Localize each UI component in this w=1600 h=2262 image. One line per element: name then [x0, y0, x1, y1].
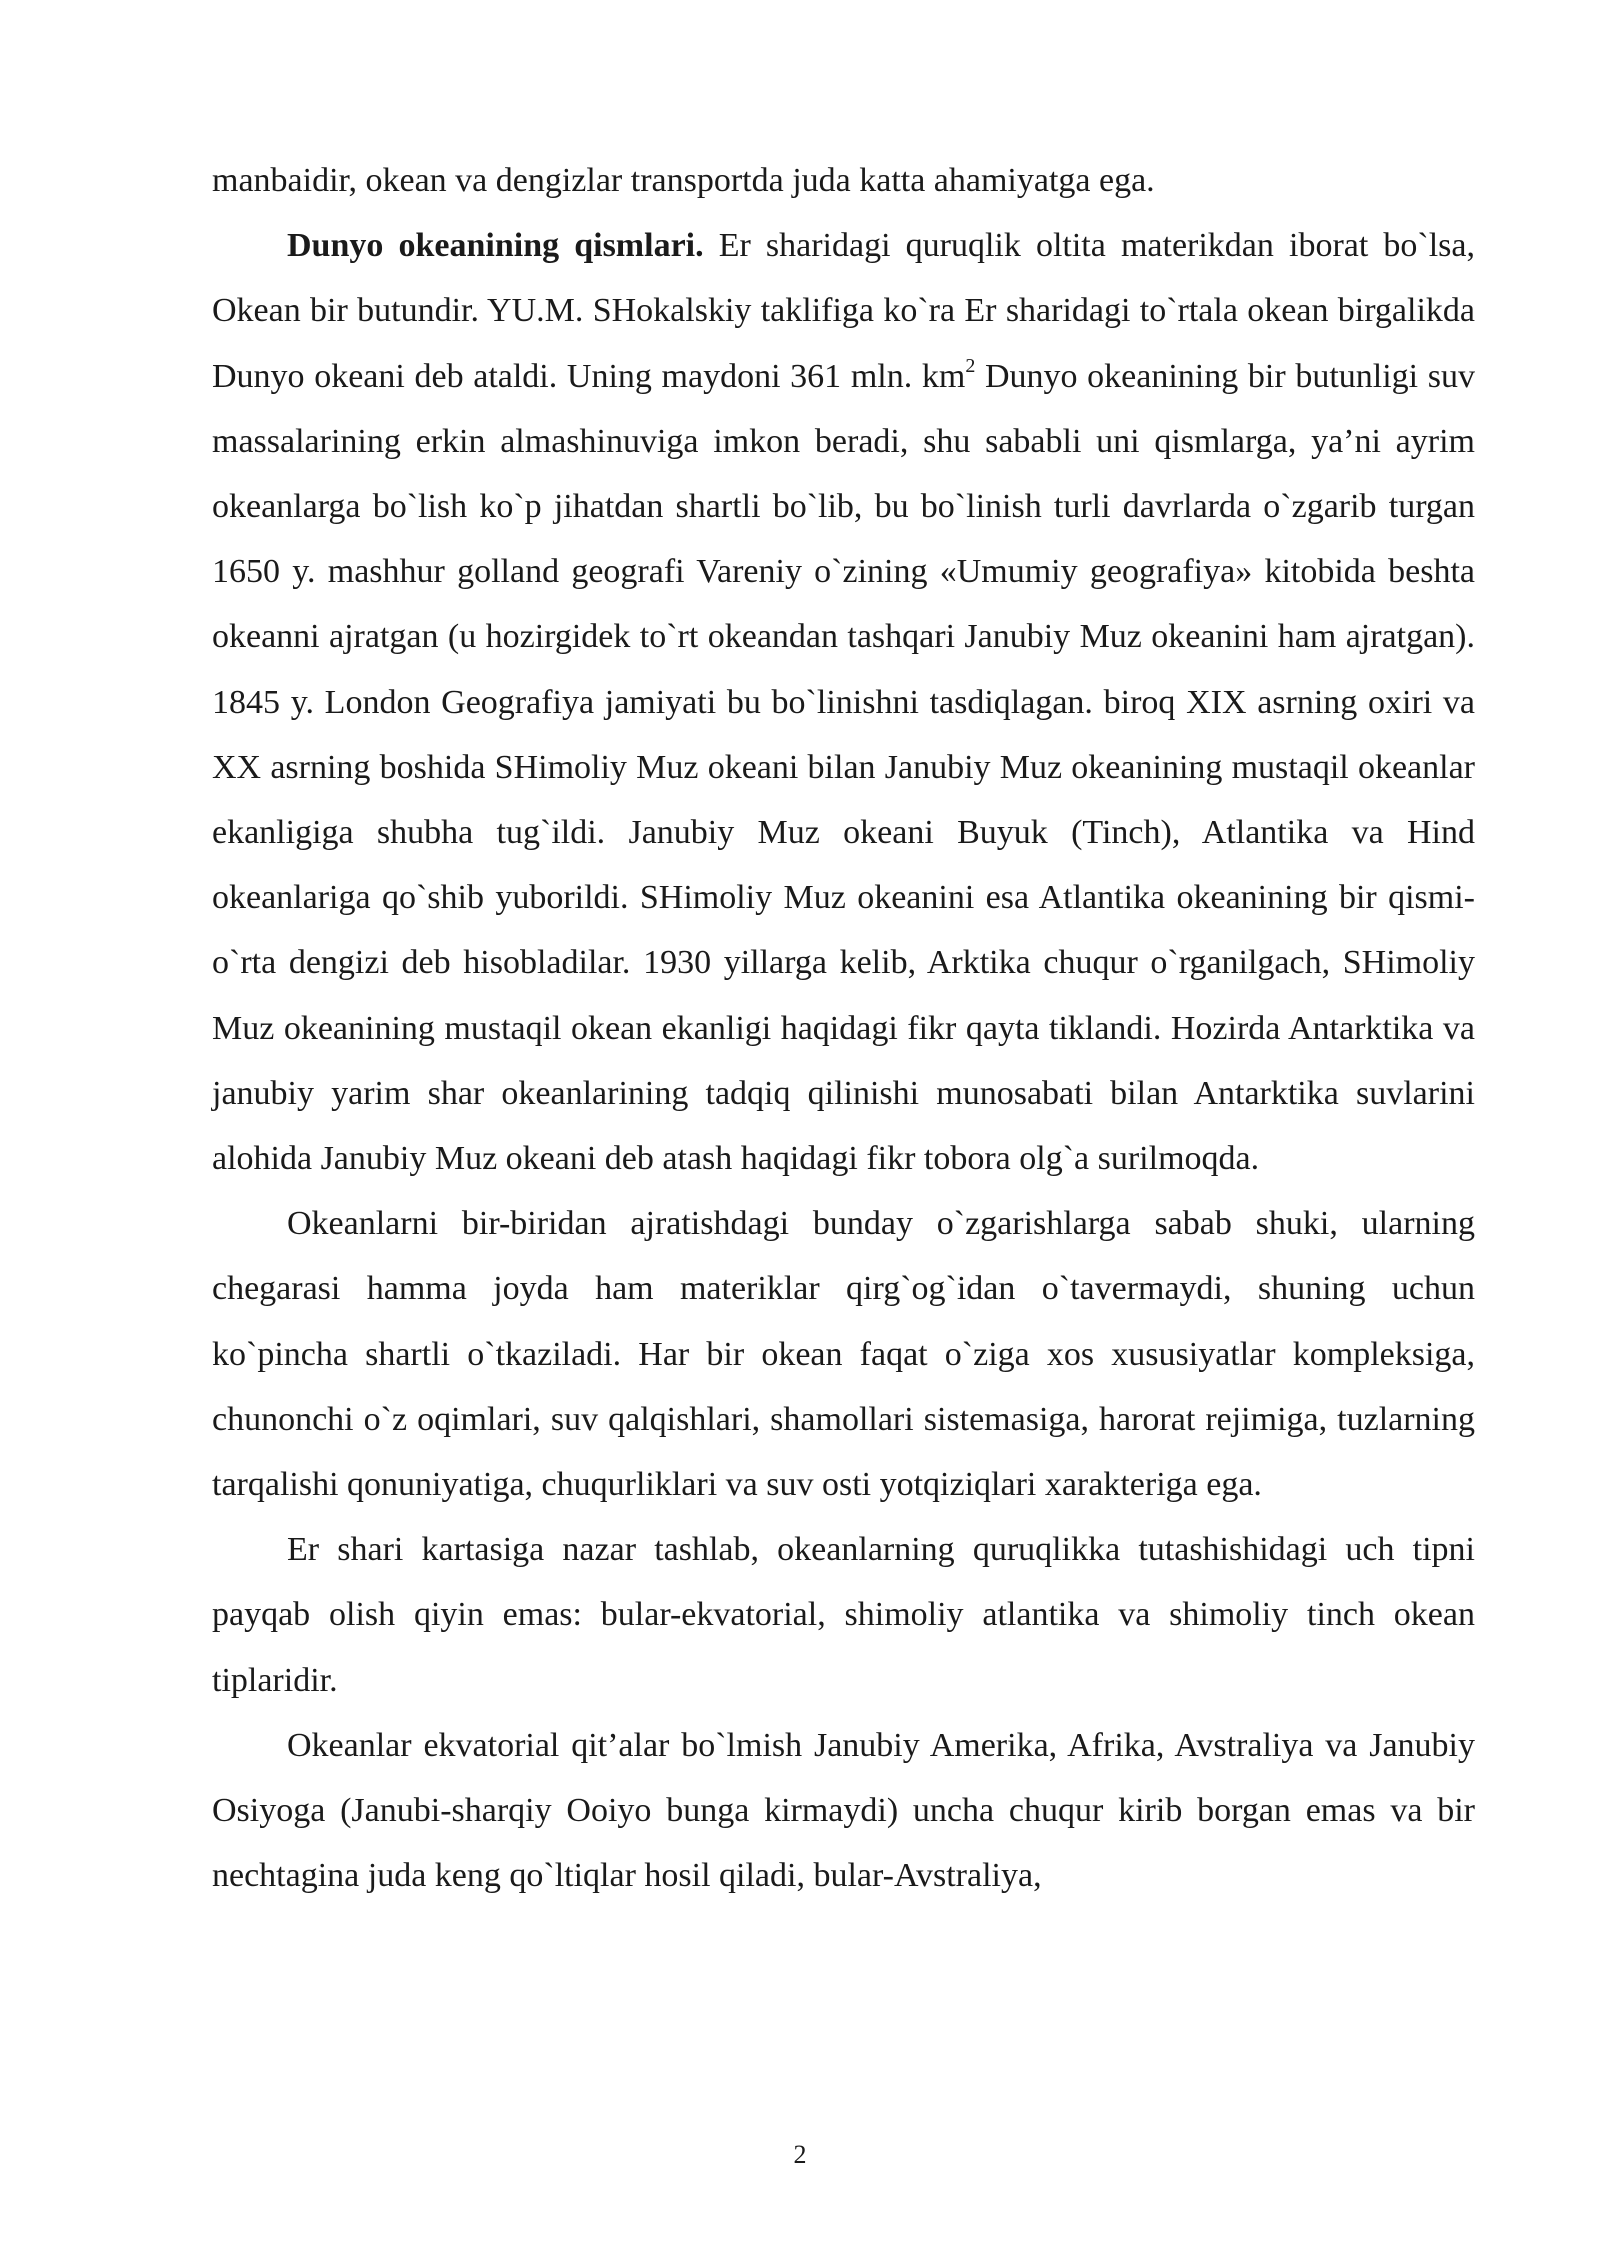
- paragraph-continuation: manbaidir, okean va dengizlar transportda juda katta ahamiyatga ega.: [212, 162, 1155, 199]
- page-number: 2: [793, 2140, 807, 2169]
- superscript-exponent: 2: [965, 355, 976, 378]
- paragraph-coast-types: Er shari kartasiga nazar tashlab, okeanlarning quruqlikka tutashishidagi uch tipni payqab olish qiyin emas: bular-ekvatorial, shimoliy atlantika va shimoliy tinch okean tiplaridir.: [212, 1531, 1475, 1699]
- paragraph-boundaries: Okeanlarni bir-biridan ajratishdagi bunday o`zgarishlarga sabab shuki, ularning chegarasi hamma joyda ham materiklar qirg`og`idan o`tavermaydi, shuning uchun ko`pincha shartli o`tkaziladi. Har bir okean faqat o`ziga xos xususiyatlar kompleksiga, chunonchi o`z oqimlari, suv qalqishlari, shamollari sistemasiga, harorat rejimiga, tuzlarning tarqalishi qonuniyatiga, chuqurliklari va suv osti yotqiziqlari xarakteriga ega.: [212, 1205, 1475, 1504]
- section-heading: Dunyo okeanining qismlari.: [287, 227, 704, 265]
- document-body: [212, 148, 1475, 1908]
- paragraph-text: Er sharidagi quruqlik oltita materikdan iborat bo`lsa, Okean bir butundir. YU.M. SHokalskiy taklifiga ko`ra Er sharidagi to`rtala okean birgalikda Dunyo okeani deb ataldi. Uning maydoni 361 mln. km: [212, 227, 1476, 395]
- paragraph-ocean-parts: [212, 213, 1475, 1191]
- paragraph-equatorial: Okeanlar ekvatorial qit’alar bo`lmish Janubiy Amerika, Afrika, Avstraliya va Janubiy Osiyoga (Janubi-sharqiy Ooiyo bunga kirmaydi) uncha chuqur kirib borgan emas va bir nechtagina juda keng qo`ltiqlar hosil qiladi, bular-Avstraliya,: [212, 1726, 1475, 1895]
- paragraph-text: Dunyo okeanining bir butunligi suv massalarining erkin almashinuviga imkon beradi, shu sababli uni qismlarga, ya’ni ayrim okeanlarga bo`lish ko`p jihatdan shartli bo`lib, bu bo`linish turli davrlarda o`zgarib turgan 1650 y. mashhur golland geografi Vareniy o`zining «Umumiy geografiya» kitobida beshta okeanni ajratgan (u hozirgidek to`rt okeandan tashqari Janubiy Muz okeanini ham ajratgan). 1845 y. London Geografiya jamiyati bu bo`linishni tasdiqlagan. biroq XIX asrning oxiri va XX asrning boshida SHimoliy Muz okeani bilan Janubiy Muz okeanining mustaqil okeanlar ekanligiga shubha tug`ildi. Janubiy Muz okeani Buyuk (Tinch), Atlantika va Hind okeanlariga qo`shib yuborildi. SHimoliy Muz okeanini esa Atlantika okeanining bir qismi-o`rta dengizi deb hisobladilar. 1930 yillarga kelib, Arktika chuqur o`rganilgach, SHimoliy Muz okeanining mustaqil okean ekanligi haqidagi fikr qayta tiklandi. Hozirda Antarktika va janubiy yarim shar okeanlarining tadqiq qilinishi munosabati bilan Antarktika suvlarini alohida Janubiy Muz okeani deb atash haqidagi fikr tobora olg`a surilmoqda.: [212, 357, 1475, 1178]
